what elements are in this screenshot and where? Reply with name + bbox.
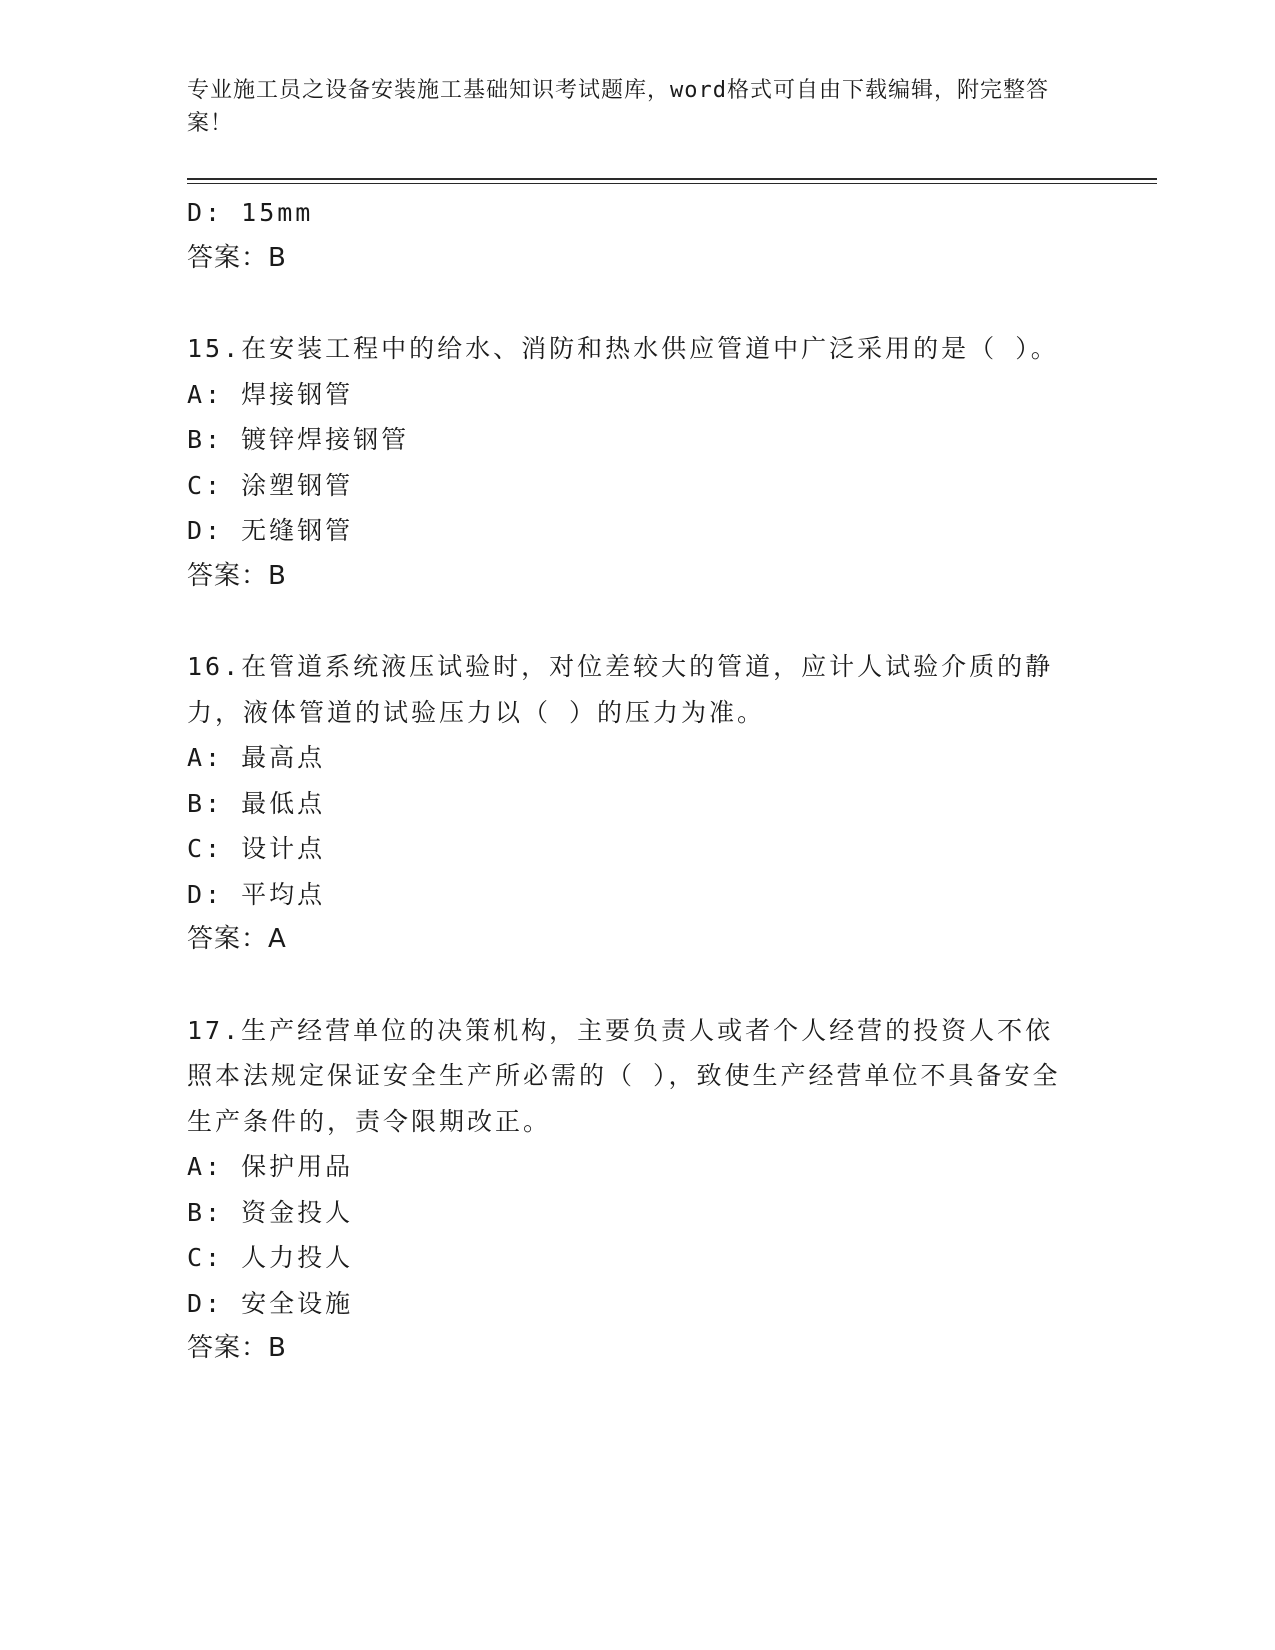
option-b: B: 最低点 <box>187 788 326 818</box>
option-c: C: 涂塑钢管 <box>187 470 354 500</box>
option-a: A: 最高点 <box>187 743 326 772</box>
answer: 答案：A <box>187 924 287 954</box>
question-16 <box>187 644 1087 963</box>
document-body <box>187 190 1087 1372</box>
question-stem: 17.生产经营单位的决策机构，主要负责人或者个人经营的投资人不依照本法规定保证安全生产所必需的（ ），致使生产经营单位不具备安全生产条件的，责令限期改正。 <box>187 1015 1061 1136</box>
previous-question-tail <box>187 190 1087 281</box>
option-b: B: 资金投人 <box>187 1197 354 1227</box>
option-a: A: 保护用品 <box>187 1152 354 1181</box>
option-d: D: 平均点 <box>187 879 326 909</box>
option-c: C: 人力投人 <box>187 1243 354 1272</box>
question-17 <box>187 1008 1087 1372</box>
option-d: D: 安全设施 <box>187 1288 354 1318</box>
question-stem: 15.在安装工程中的给水、消防和热水供应管道中广泛采用的是（ ）。 <box>187 334 1059 363</box>
header-divider-thin <box>187 183 1157 184</box>
option-d: D: 无缝钢管 <box>187 516 354 545</box>
option-d: D: 15mm <box>187 198 314 227</box>
header-divider-thick <box>187 178 1157 180</box>
option-a: A: 焊接钢管 <box>187 379 354 409</box>
option-b: B: 镀锌焊接钢管 <box>187 425 410 454</box>
document-header <box>187 74 1067 140</box>
answer: 答案：B <box>187 1333 287 1363</box>
header-title: 专业施工员之设备安装施工基础知识考试题库，word格式可自由下载编辑，附完整答案！ <box>187 78 1049 136</box>
option-c: C: 设计点 <box>187 834 326 863</box>
answer: 答案：B <box>187 560 287 591</box>
question-stem: 16.在管道系统液压试验时，对位差较大的管道，应计人试验介质的静力，液体管道的试验压力以（ ）的压力为准。 <box>187 652 1054 727</box>
question-15 <box>187 326 1087 599</box>
answer: 答案：B <box>187 242 287 273</box>
